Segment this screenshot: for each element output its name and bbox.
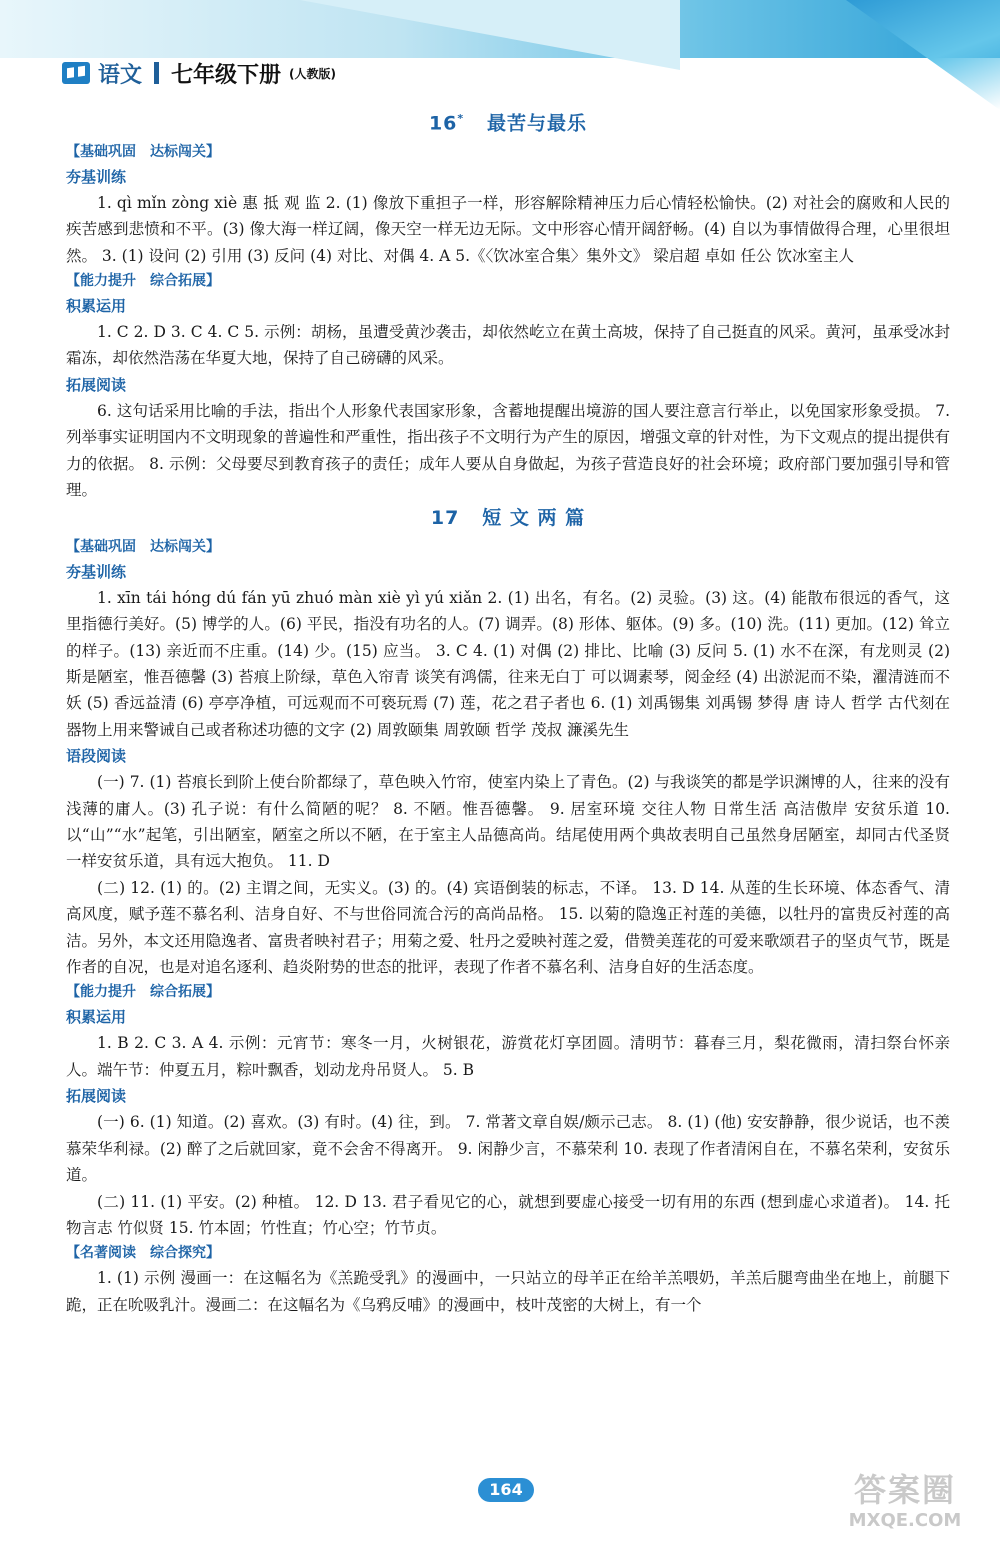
section-heading: 【基础巩固 达标闯关】 [66,538,220,555]
watermark-text: 答案圈 [853,1471,956,1509]
section-heading: 【能力提升 综合拓展】 [66,984,220,1001]
grade-label: 七年级下册 [171,62,282,88]
lesson-name: 最苦与最乐 [487,112,588,135]
section-heading: 【基础巩固 达标闯关】 [66,143,220,160]
subsection-heading: 拓展阅读 [66,1087,127,1106]
answer-paragraph: 1. C 2. D 3. C 4. C 5. 示例：胡杨，虽遭受黄沙袭击，却依然屹立在黄土高坡，保持了自己挺直的风采。黄河，虽承受冰封霜冻，却依然浩荡在华夏大地，保持了自己磅礴的风采。 [66,322,950,368]
answer-paragraph: (一) 6. (1) 知道。(2) 喜欢。(3) 有时。(4) 往，到。 7. 常著文章自娱/颇示己志。 8. (1) (他) 安安静静，很少说话，也不羡慕荣华利禄。(2) 醉了之后就回家，竟不会舍不得离开。 9. 闲静少言，不慕荣利 10. 表现了作者清闲自在，不慕名荣利，安贫乐道。 [66,1113,950,1185]
subsection-heading: 夯基训练 [66,562,127,581]
lesson-name: 短 文 两 篇 [482,507,586,530]
answer-paragraph: 1. B 2. C 3. A 4. 示例：元宵节：寒冬一月，火树银花，游赏花灯享团圆。清明节：暮春三月，梨花微雨，清扫祭台怀亲人。端午节：仲夏五月，粽叶飘香，划动龙舟吊贤人。 5. B [66,1034,950,1079]
lesson-title [66,106,950,137]
banner-shape [300,0,680,70]
subsection-heading: 拓展阅读 [66,375,127,394]
open-book-icon [62,62,90,84]
answer-paragraph: (二) 12. (1) 的。(2) 主谓之间，无实义。(3) 的。(4) 宾语倒装的标志，不译。 13. D 14. 从莲的生长环境、体态香气、清高风度，赋予莲不慕名利、洁身自好、不与世俗同流合污的高尚品格。 15. 以菊的隐逸正衬莲的美德，以牡丹的富贵反衬莲的高洁。另外，本文还用隐逸者、富贵者映衬君子；用菊之爱、牡丹之爱映衬莲之爱，借赞美莲花的可爱来歌颂君子的坚贞气节，既是作者的自况，也是对追名逐利、趋炎附势的世态的批评，表现了作者不慕名利、洁身自好的生活态度。 [66,878,950,977]
lesson-number: 17 [430,507,460,530]
subsection-heading: 夯基训练 [66,167,127,186]
divider [154,62,159,84]
subsection-heading: 积累运用 [66,1008,127,1027]
subject-label: 语文 [98,62,143,88]
subsection-heading: 语段阅读 [66,747,127,766]
lesson-title [66,505,950,531]
page-number: 164 [478,1478,534,1502]
self-study-mark: * [457,112,465,125]
watermark-url: MXQE.COM [848,1510,962,1531]
answer-paragraph: 1. xīn tái hóng dú fán yū zhuó màn xiè yì yú xiǎn 2. (1) 出名，有名。(2) 灵验。(3) 这。(4) 能散布很远的香气，这里指德行美好。(5) 博学的人。(6) 平民，指没有功名的人。(7) 调弄。(8) 形体、躯体。(9) 多。(10) 洗。(11) 更加。(12) 耸立的样子。(13) 亲近而不庄重。(14) 少。(15) 应当。 3. C 4. (1) 对偶 (2) 排比、比喻 (3) 反问 5. (1) 水不在深，有龙则灵 (2) 斯是陋室，惟吾德馨 (3) 苔痕上阶绿，草色入帘青 谈笑有鸿儒，往来无白丁 可以调素琴，阅金经 (4) 出淤泥而不染，濯清涟而不妖 (5) 香远益清 (6) 亭亭净植，可远观而不可亵玩焉 (7) 莲，花之君子者也 6. (1) 刘禹锡集 刘禹锡 梦得 唐 诗人 哲学 古代刻在器物上用来警诫自己或者称述功德的文字 (2) 周敦颐集 周敦颐 哲学 茂叔 濂溪先生 [66,588,950,739]
answer-paragraph: (一) 7. (1) 苔痕长到阶上使台阶都绿了，草色映入竹帘，使室内染上了青色。(2) 与我谈笑的都是学识渊博的人，往来的没有浅薄的庸人。(3) 孔子说：有什么简陋的呢？ 8. 不陋。惟吾德馨。 9. 居室环境 交往人物 日常生活 高洁傲岸 安贫乐道 10. 以“山”“水”起笔，引出陋室，陋室之所以不陋，在于室主人品德高尚。结尾使用两个典故表明自己虽然身居陋室，却同古代圣贤一样安贫乐道，具有远大抱负。 11. D [66,773,950,871]
answer-paragraph: 1. (1) 示例 漫画一：在这幅名为《羔跪受乳》的漫画中，一只站立的母羊正在给羊羔喂奶，羊羔后腿弯曲坐在地上，前腿下跪，正在吮吸乳汁。漫画二：在这幅名为《乌鸦反哺》的漫画中，枝叶茂密的大树上，有一个 [66,1269,950,1314]
answer-paragraph: (二) 11. (1) 平安。(2) 种植。 12. D 13. 君子看见它的心，就想到要虚心接受一切有用的东西 (想到虚心求道者)。 14. 托物言志 竹似贤 15. 竹本固；竹性直；竹心空；竹节贞。 [66,1192,950,1237]
section-heading: 【名著阅读 综合探究】 [66,1245,220,1262]
section-heading: 【能力提升 综合拓展】 [66,272,220,289]
watermark-logo [820,1470,990,1540]
answer-content [66,104,950,1318]
subsection-heading: 积累运用 [66,296,127,315]
subject-bar [62,58,336,88]
answer-paragraph: 6. 这句话采用比喻的手法，指出个人形象代表国家形象，含蓄地提醒出境游的国人要注意言行举止，以免国家形象受损。 7. 列举事实证明国内不文明现象的普遍性和严重性，指出孩子不文明行为产生的原因，增强文章的针对性，为下文观点的提出提供有力的依据。 8. 示例：父母要尽到教育孩子的责任；成年人要从自身做起，为孩子营造良好的社会环境；政府部门要加强引导和管理。 [66,401,950,499]
edition-label: (人教版) [289,66,337,81]
answer-paragraph: 1. qì mǐn zòng xiè 惠 抵 观 监 2. (1) 像放下重担子一样，形容解除精神压力后心情轻松愉快。(2) 对社会的腐败和人民的疾苦感到悲愤和不平。(3) 像大海一样辽阔，像天空一样无边无际。文中形容心情开阔舒畅。(4) 自以为事情做得合理，心里很坦然。 3. (1) 设问 (2) 引用 (3) 反问 (4) 对比、对偶 4. A 5.《〈饮冰室合集〉集外文》 梁启超 卓如 任公 饮冰室主人 [66,193,950,265]
lesson-number: 16 [428,112,458,135]
